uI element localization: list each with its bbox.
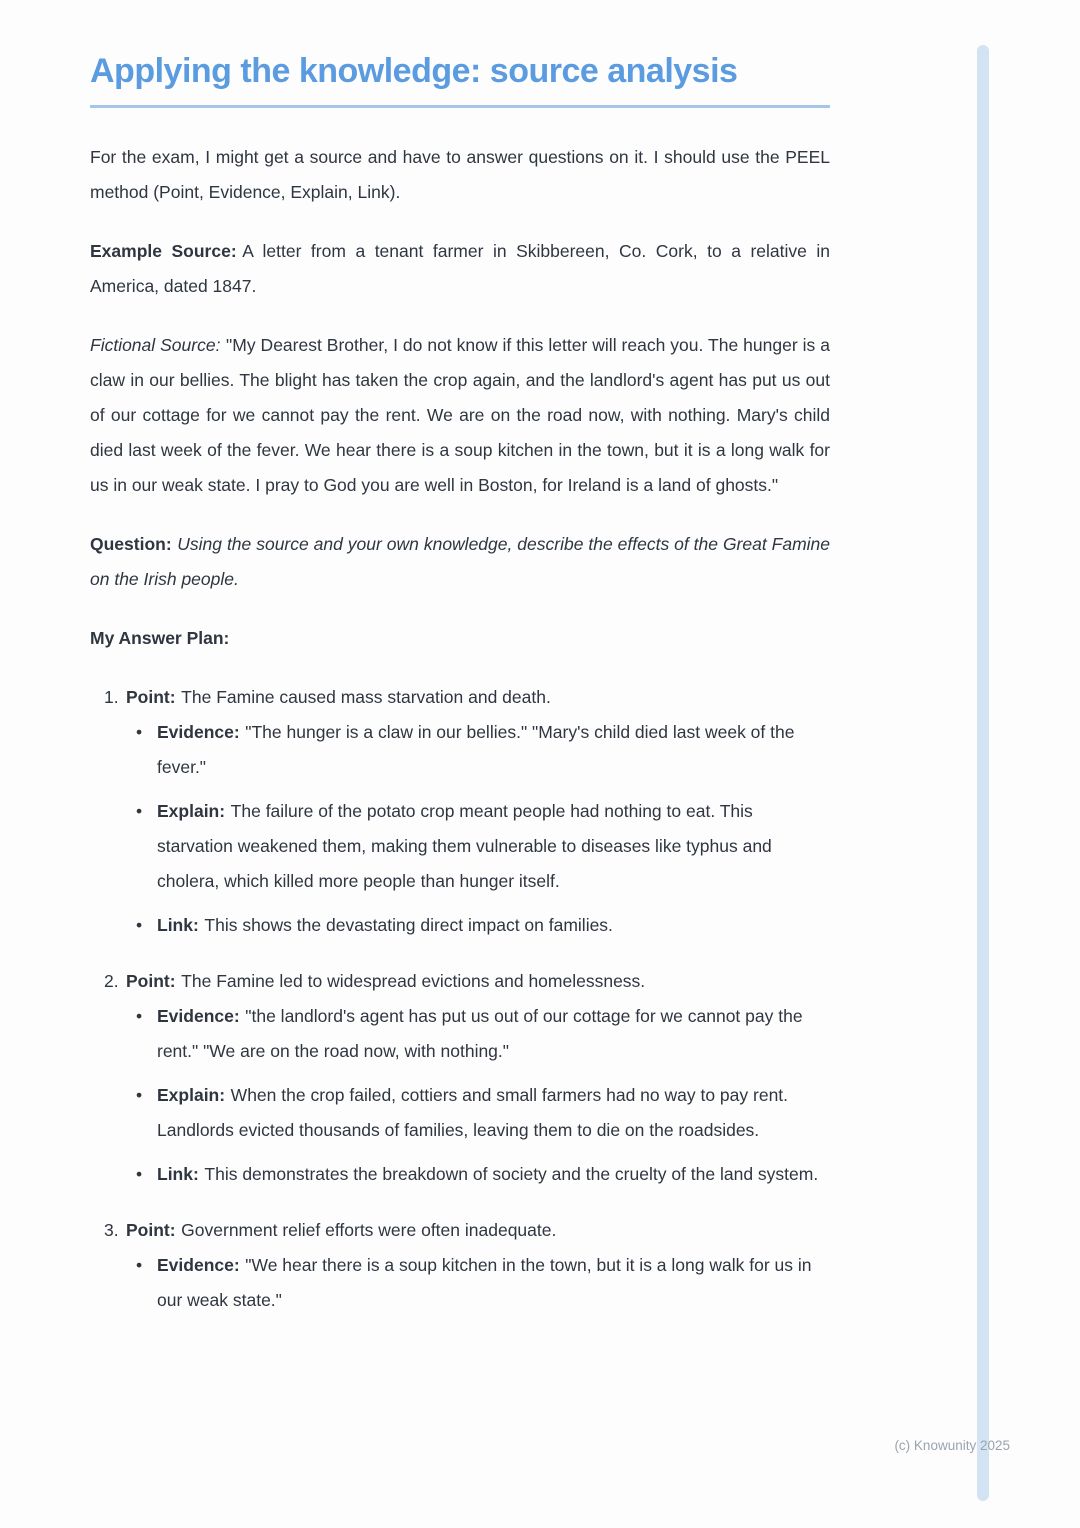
right-accent-bar (977, 45, 989, 1501)
bullet-label: Evidence: (157, 1006, 240, 1026)
bullet-label: Link: (157, 915, 199, 935)
question-label: Question: (90, 534, 172, 554)
bullet-line (157, 1248, 830, 1318)
title-underline (90, 105, 830, 108)
item-number: 1. (104, 687, 119, 707)
bullet-explain (136, 794, 830, 899)
bullet-label: Explain: (157, 801, 226, 821)
bullet-explain (136, 1078, 830, 1148)
bullet-line (157, 999, 830, 1069)
point-row-3 (90, 1213, 830, 1248)
point-label: Point: (126, 971, 176, 991)
item-number: 3. (104, 1220, 119, 1240)
point-line (126, 1213, 556, 1248)
point-row-1 (90, 680, 830, 715)
answer-plan-list (90, 680, 830, 1318)
example-source-paragraph (90, 234, 830, 304)
plan-item-2 (90, 964, 830, 1192)
bullet-line (157, 1078, 830, 1148)
item-number: 2. (104, 971, 119, 991)
bullet-label: Evidence: (157, 722, 240, 742)
bullet-evidence (136, 999, 830, 1069)
fictional-source-text: "My Dearest Brother, I do not know if this letter will reach you. The hunger is a claw in our bellies. The blight has taken the crop again, and the landlord's agent has put us out of our cottage for we cannot pay the rent. We are on the road now, with nothing. Mary's child died last week of the fever. We hear there is a soup kitchen in the town, but it is a long walk for us in our weak state. I pray to God you are well in Boston, for Ireland is a land of ghosts." (90, 335, 830, 495)
bullet-label: Evidence: (157, 1255, 240, 1275)
bullet-text: This shows the devastating direct impact on families. (204, 915, 613, 935)
point-text: The Famine caused mass starvation and death. (181, 687, 551, 707)
answer-plan-heading (90, 621, 830, 656)
bullet-list (136, 1248, 830, 1318)
bullet-text: The failure of the potato crop meant people had nothing to eat. This starvation weakened them, making them vulnerable to diseases like typhus and cholera, which killed more people than hunger itself. (157, 801, 772, 891)
document-page (90, 52, 830, 1339)
copyright-notice: (c) Knowunity 2025 (894, 1438, 1010, 1453)
bullet-text: This demonstrates the breakdown of society and the cruelty of the land system. (204, 1164, 819, 1184)
bullet-text: "the landlord's agent has put us out of our cottage for we cannot pay the rent." "We are on the road now, with nothing." (157, 1006, 803, 1061)
question-text: Using the source and your own knowledge, describe the effects of the Great Famine on the Irish people. (90, 534, 830, 589)
bullet-text: "The hunger is a claw in our bellies." "Mary's child died last week of the fever." (157, 722, 795, 777)
bullet-evidence (136, 715, 830, 785)
point-line (126, 680, 551, 715)
question-paragraph (90, 527, 830, 597)
example-source-text: A letter from a tenant farmer in Skibbereen, Co. Cork, to a relative in America, dated 1847. (90, 241, 831, 296)
bullet-label: Explain: (157, 1085, 226, 1105)
bullet-evidence (136, 1248, 830, 1318)
plan-item-1 (90, 680, 830, 943)
example-source-label: Example Source: (90, 241, 237, 261)
point-text: The Famine led to widespread evictions and homelessness. (181, 971, 646, 991)
point-label: Point: (126, 1220, 176, 1240)
bullet-line (157, 908, 830, 943)
intro-paragraph: For the exam, I might get a source and have to answer questions on it. I should use the PEEL method (Point, Evidence, Explain, Link). (90, 147, 830, 202)
answer-plan-label: My Answer Plan: (90, 628, 230, 648)
fictional-source-label: Fictional Source: (90, 335, 221, 355)
page-title: Applying the knowledge: source analysis (90, 52, 738, 90)
point-line (126, 964, 645, 999)
bullet-line (157, 794, 830, 899)
point-label: Point: (126, 687, 176, 707)
bullet-text: "We hear there is a soup kitchen in the town, but it is a long walk for us in our weak state." (157, 1255, 812, 1310)
bullet-text: When the crop failed, cottiers and small farmers had no way to pay rent. Landlords evicted thousands of families, leaving them to die on the roadsides. (157, 1085, 789, 1140)
point-text: Government relief efforts were often inadequate. (181, 1220, 557, 1240)
bullet-list (136, 999, 830, 1192)
fictional-source-paragraph (90, 328, 830, 503)
bullet-link (136, 1157, 830, 1192)
bullet-line (157, 715, 830, 785)
bullet-line (157, 1157, 830, 1192)
bullet-label: Link: (157, 1164, 199, 1184)
bullet-list (136, 715, 830, 943)
point-row-2 (90, 964, 830, 999)
plan-item-3 (90, 1213, 830, 1318)
bullet-link (136, 908, 830, 943)
